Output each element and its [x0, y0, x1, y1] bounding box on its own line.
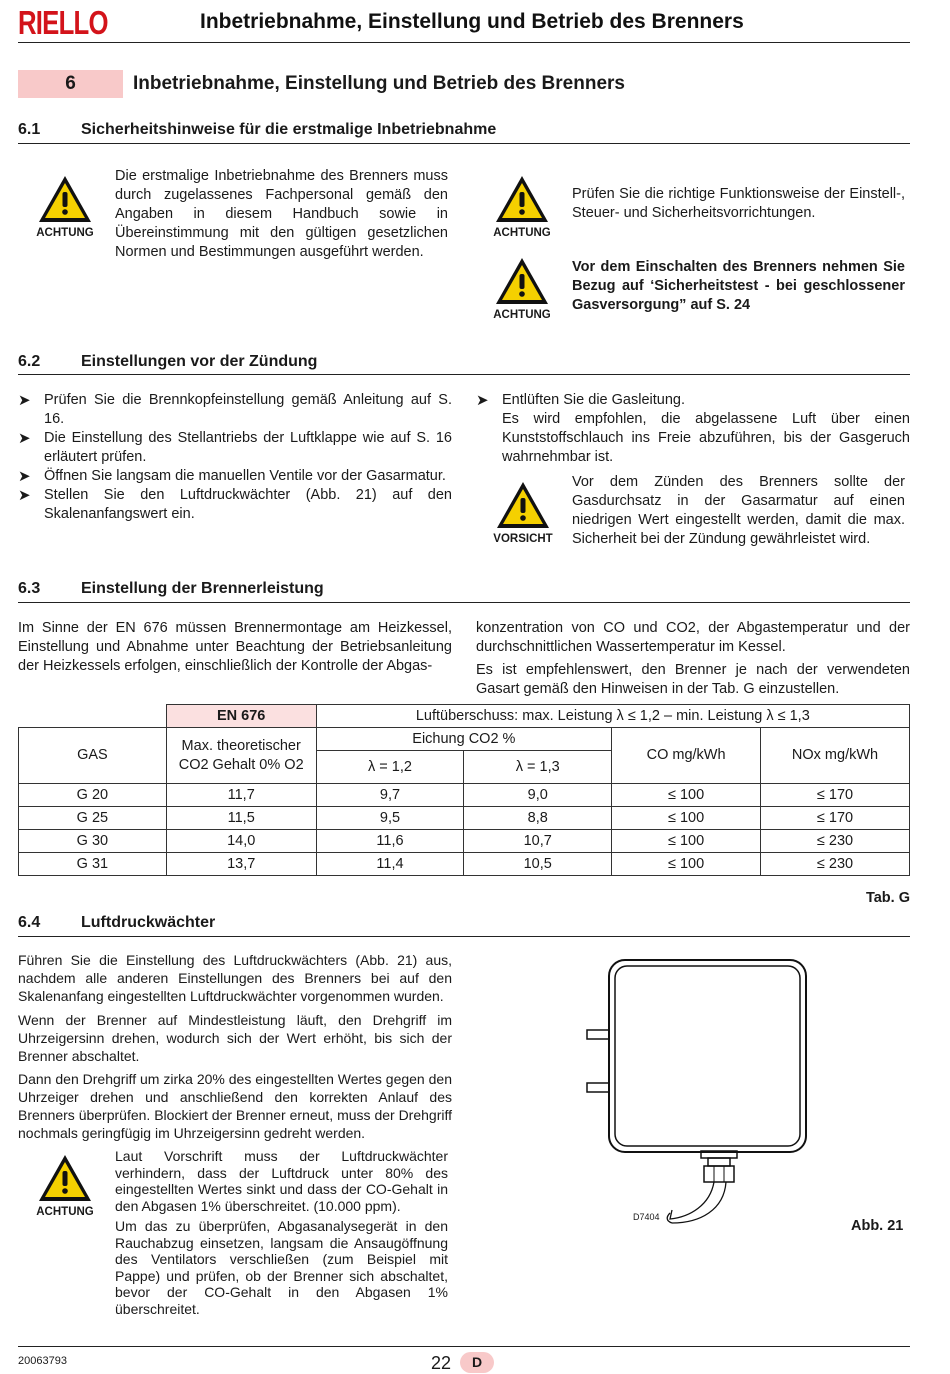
caution-label: VORSICHT: [493, 533, 553, 545]
warning-triangle-icon: [495, 480, 551, 530]
table-cell: 8,8: [464, 807, 612, 830]
table-cell: 11,6: [316, 830, 464, 853]
warning-label: ACHTUNG: [36, 227, 94, 239]
warning-triangle-icon: [37, 1153, 93, 1203]
list-item-text: Prüfen Sie die Brennkopfeinstellung gemäß Anleitung auf S. 16.: [44, 392, 452, 427]
caution-text: Vor dem Zünden des Brenners sollte der Gasdurchsatz in der Gasarmatur auf einen niedrigen Wert eingestellt werden, damit die max. Sicherheit bei der Zündung gewährleistet wird.: [572, 474, 905, 547]
list-item-continuation: Es wird empfohlen, die abgelassene Luft über einen Kunststoffschlauch ins Freie abzuführen, bis der Gasgeruch wahrnehmbar ist.: [502, 411, 910, 465]
pressure-switch-paragraph-2: Wenn der Brenner auf Mindestleistung läuft, den Drehgriff im Uhrzeigersinn drehen, wodurch sich der Wert erhöht, bis sich der Brenner abschaltet.: [18, 1012, 452, 1064]
table-cell: G 20: [19, 784, 167, 807]
arrow-bullet-icon: ➤: [18, 430, 31, 447]
table-row: [19, 853, 910, 876]
table-cell: 9,0: [464, 784, 612, 807]
output-text-right-1: konzentration von CO und CO2, der Abgastemperatur und der durchschnittlichen Wassertemperatur im Kessel.: [476, 620, 910, 655]
table-cell: ≤ 100: [612, 784, 761, 807]
table-row: [19, 807, 910, 830]
page-header-title: Inbetriebnahme, Einstellung und Betrieb des Brenners: [200, 10, 744, 33]
table-cell: 11,7: [166, 784, 316, 807]
chapter-title: Inbetriebnahme, Einstellung und Betrieb des Brenners: [133, 73, 625, 94]
air-pressure-switch-drawing: [580, 955, 840, 1225]
table-cell: G 25: [19, 807, 167, 830]
list-item: [18, 486, 452, 524]
warning-block: [35, 174, 95, 240]
list-item: [476, 391, 910, 467]
chapter-number: 6: [18, 70, 123, 98]
header-rule: [18, 42, 910, 43]
figure-code: D7404: [633, 1212, 660, 1222]
table-row: [19, 784, 910, 807]
language-badge: D: [460, 1352, 494, 1373]
table-cell: 10,7: [464, 830, 612, 853]
table-header-gas: GAS: [19, 728, 167, 784]
list-item-text: Entlüften Sie die Gasleitung.: [502, 392, 685, 408]
list-item: [18, 467, 452, 486]
page-number: 22: [431, 1353, 452, 1373]
section-number-6-3: 6.3: [18, 580, 41, 597]
list-item-text: Öffnen Sie langsam die manuellen Ventile vor der Gasarmatur.: [44, 468, 446, 484]
table-header-lambda-13: λ = 1,3: [464, 751, 612, 784]
warning-triangle-icon: [494, 174, 550, 224]
table-header-max-co2: Max. theoretischer CO2 Gehalt 0% O2: [166, 728, 316, 784]
section-title-6-2: Einstellungen vor der Zündung: [81, 353, 318, 370]
table-row: [19, 830, 910, 853]
list-item-text: Die Einstellung des Stellantriebs der Luftklappe wie auf S. 16 erläutert prüfen.: [44, 430, 452, 465]
table-cell: ≤ 170: [761, 784, 910, 807]
pressure-switch-warning-2: Um das zu überprüfen, Abgasanalysegerät in den Rauchabzug einsetzen, langsam die Ansaugöffnung des Ventilators verschließen (zum Beispiel mit Pappe) und prüfen, ob der Brenner sich abschaltet, bevor der CO-Gehalt in den Abgasen 1% überschreitet.: [115, 1218, 448, 1317]
list-item: [18, 391, 452, 429]
table-header-co: CO mg/kWh: [612, 728, 761, 784]
table-header-nox: NOx mg/kWh: [761, 728, 910, 784]
output-text-right-2: Es ist empfehlenswert, den Brenner je nach der verwendeten Gasart gemäß den Hinweisen in der Tab. G einzustellen.: [476, 662, 910, 697]
table-cell: 9,7: [316, 784, 464, 807]
table-cell: 9,5: [316, 807, 464, 830]
figure-caption: Abb. 21: [851, 1218, 904, 1234]
table-empty-cell: [19, 705, 167, 728]
table-header-calibration: Eichung CO2 %: [316, 728, 611, 751]
table-cell: ≤ 100: [612, 830, 761, 853]
document-code: 20063793: [18, 1355, 67, 1367]
table-cell: ≤ 170: [761, 807, 910, 830]
safety-text-left: Die erstmalige Inbetriebnahme des Brenners muss durch zugelassenes Fachpersonal gemäß den Angaben in diesem Handbuch sowie in Übereinstimmung mit den gültigen gesetzlichen Normen und Bestimmungen ausgeführt werden.: [115, 168, 448, 260]
list-item-text: Stellen Sie den Luftdruckwächter (Abb. 21) auf den Skalenanfangswert ein.: [44, 487, 452, 522]
table-cell: 11,5: [166, 807, 316, 830]
riello-logo: RIELLO: [18, 4, 108, 41]
warning-block: [492, 256, 552, 322]
footer-rule: [18, 1346, 910, 1347]
table-cell: 13,7: [166, 853, 316, 876]
safety-text-right-1: Prüfen Sie die richtige Funktionsweise der Einstell-, Steuer- und Sicherheitsvorrichtungen.: [572, 186, 905, 221]
warning-block: [492, 174, 552, 240]
section-rule: [18, 936, 910, 937]
table-excess-air: Luftüberschuss: max. Leistung λ ≤ 1,2 – min. Leistung λ ≤ 1,3: [316, 705, 909, 728]
arrow-bullet-icon: ➤: [18, 468, 31, 485]
section-number-6-1: 6.1: [18, 121, 41, 138]
arrow-bullet-icon: ➤: [18, 487, 31, 504]
warning-label: ACHTUNG: [493, 309, 551, 321]
pressure-switch-paragraph-3: Dann den Drehgriff um zirka 20% des eingestellten Wertes gegen den Uhrzeiger drehen und anschließend den korrekten Anlauf des Brenners überprüfen. Blockiert der Brenner erneut, muss der Drehgriff nochmals geringfügig im Uhrzeigersinn gedreht werden.: [18, 1071, 452, 1141]
table-cell: 10,5: [464, 853, 612, 876]
table-header-lambda-12: λ = 1,2: [316, 751, 464, 784]
section-rule: [18, 143, 910, 144]
caution-block: [492, 480, 554, 546]
output-text-left: Im Sinne der EN 676 müssen Brennermontage am Heizkessel, Einstellung und Abnahme unter Beachtung der Betriebsanleitung der Heizkessels erfolgen, einschließlich der Kontrolle der Abgas-: [18, 620, 452, 674]
warning-block: [35, 1153, 95, 1219]
table-cell: ≤ 100: [612, 853, 761, 876]
arrow-bullet-icon: ➤: [18, 392, 31, 409]
list-item: [18, 429, 452, 467]
pressure-switch-warning-1: Laut Vorschrift muss der Luftdruckwächter verhindern, dass der Luftdruck unter 80% des eingestellten Wertes sinkt und dass der CO-Gehalt in den Abgasen 1% überschreitet. (10.000 ppm).: [115, 1148, 448, 1214]
warning-triangle-icon: [37, 174, 93, 224]
table-cell: 14,0: [166, 830, 316, 853]
section-title-6-1: Sicherheitshinweise für die erstmalige Inbetriebnahme: [81, 121, 497, 138]
table-caption: Tab. G: [865, 890, 910, 906]
table-cell: ≤ 230: [761, 853, 910, 876]
table-norm-cell: EN 676: [166, 705, 316, 728]
table-cell: 11,4: [316, 853, 464, 876]
warning-label: ACHTUNG: [36, 1206, 94, 1218]
safety-text-right-2: Vor dem Einschalten des Brenners nehmen Sie Bezug auf ‘Sicherheitstest - bei geschlossener Gasversorgung” auf S. 24: [572, 259, 905, 313]
en676-table: [18, 704, 910, 876]
table-cell: ≤ 100: [612, 807, 761, 830]
section-rule: [18, 374, 910, 375]
section-number-6-4: 6.4: [18, 914, 41, 931]
section-number-6-2: 6.2: [18, 353, 41, 370]
table-cell: G 30: [19, 830, 167, 853]
section-title-6-3: Einstellung der Brennerleistung: [81, 580, 324, 597]
arrow-bullet-icon: ➤: [476, 392, 489, 409]
section-title-6-4: Luftdruckwächter: [81, 914, 216, 931]
bullet-list-left: [18, 391, 452, 524]
warning-label: ACHTUNG: [493, 227, 551, 239]
warning-triangle-icon: [494, 256, 550, 306]
table-cell: ≤ 230: [761, 830, 910, 853]
table-cell: G 31: [19, 853, 167, 876]
section-rule: [18, 602, 910, 603]
pressure-switch-paragraph-1: Führen Sie die Einstellung des Luftdruckwächters (Abb. 21) aus, nachdem alle anderen Einstellungen des Brenners bei auf den Skalenanfang eingestellten Luftdruckwächter vorgenommen wurden.: [18, 952, 452, 1004]
